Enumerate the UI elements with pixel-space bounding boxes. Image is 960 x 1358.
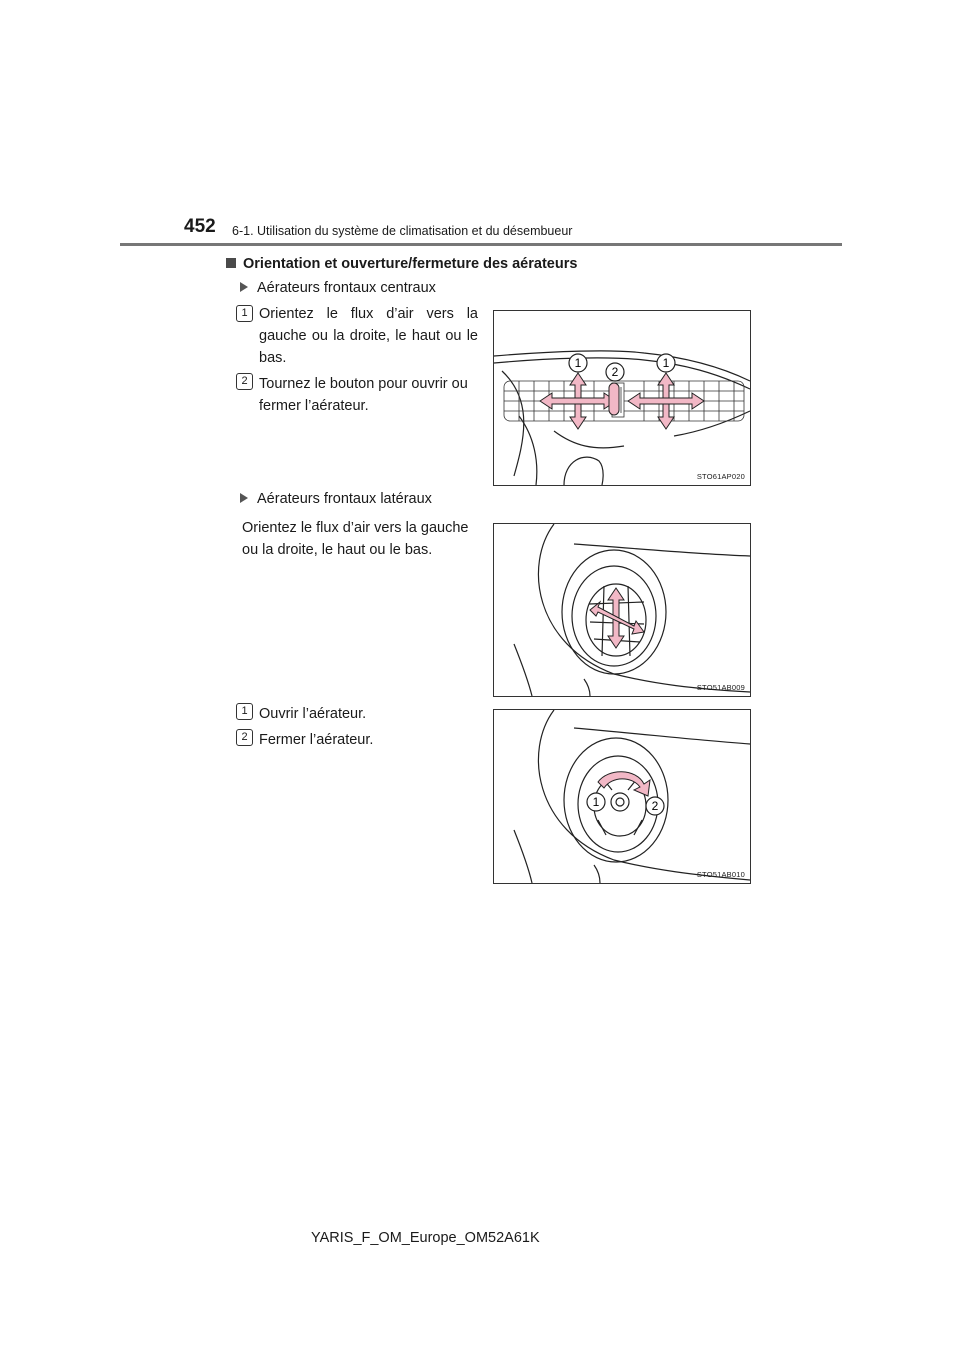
figure-code: STO51AB009 xyxy=(696,683,745,692)
close-vent-text: Fermer l’aérateur. xyxy=(259,732,374,748)
center-step-2-text: Tournez le bouton pour ouvrir ou fermer l’aérateur. xyxy=(259,376,468,414)
step-number-1: 1 xyxy=(236,703,253,720)
center-vents-heading-text: Aérateurs frontaux centraux xyxy=(257,280,436,296)
side-vents-heading xyxy=(240,491,432,507)
figure-code: STO61AP020 xyxy=(696,472,745,481)
step-number-2: 2 xyxy=(236,729,253,746)
open-close-figure xyxy=(493,709,751,884)
center-step-1-text: Orientez le flux d’air vers la gauche ou la droite, le haut ou le bas. xyxy=(259,306,478,366)
center-vents-heading xyxy=(240,280,436,296)
step-number-1: 1 xyxy=(236,305,253,322)
footer-document-id: YARIS_F_OM_Europe_OM52A61K xyxy=(311,1230,540,1246)
square-bullet-icon xyxy=(226,258,236,268)
section-title-text: Orientation et ouverture/fermeture des aérateurs xyxy=(243,256,578,272)
center-vents-illustration xyxy=(494,311,750,485)
chapter-title: 6-1. Utilisation du système de climatisation et du désembueur xyxy=(232,224,573,238)
side-vents-heading-text: Aérateurs frontaux latéraux xyxy=(257,491,432,507)
callout-2: 2 xyxy=(651,799,659,813)
page-number: 452 xyxy=(184,216,216,237)
triangle-bullet-icon xyxy=(240,282,248,292)
section-title xyxy=(226,256,577,272)
side-vents-text: Orientez le flux d’air vers la gauche ou la droite, le haut ou le bas. xyxy=(242,520,469,558)
callout-1: 1 xyxy=(592,795,600,809)
figure-code: STO51AB010 xyxy=(696,870,745,879)
callout-2: 2 xyxy=(611,365,619,379)
side-vent-direction-illustration xyxy=(494,524,750,696)
callout-1-right: 1 xyxy=(662,356,670,370)
step-number-2: 2 xyxy=(236,373,253,390)
side-vents-figure xyxy=(493,523,751,697)
header-rule xyxy=(120,243,842,246)
callout-1-left: 1 xyxy=(574,356,582,370)
open-close-dial-illustration xyxy=(494,710,750,883)
triangle-bullet-icon xyxy=(240,493,248,503)
center-vents-figure xyxy=(493,310,751,486)
open-vent-text: Ouvrir l’aérateur. xyxy=(259,706,367,722)
